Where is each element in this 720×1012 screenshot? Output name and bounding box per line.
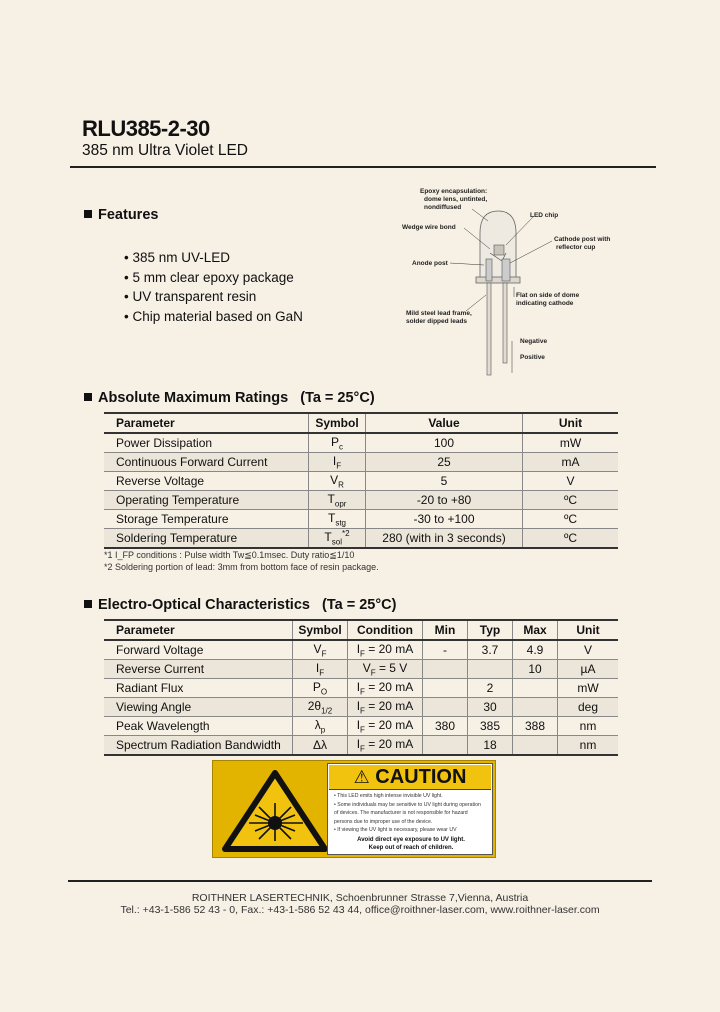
eoc-heading (84, 597, 396, 613)
feature-list (124, 248, 303, 326)
laser-hazard-icon (221, 769, 329, 853)
cell-condition (348, 640, 423, 660)
cell-typ (468, 640, 513, 660)
cell-symbol (293, 698, 348, 717)
cell-min (423, 640, 468, 660)
cell-symbol-text: 2θ (307, 698, 322, 713)
table-row (104, 510, 618, 529)
callout-wedge-bond: Wedge wire bond (402, 224, 456, 231)
callout-epoxy-2: dome lens, untinted, (424, 196, 488, 203)
cell-symbol-text: sol (331, 537, 342, 547)
amr-condition: (Ta = 25°C) (300, 390, 375, 406)
page-title: RLU385-2-30 (82, 116, 210, 141)
cell-value (366, 510, 523, 529)
cell-unit (523, 472, 619, 491)
page-subtitle: 385 nm Ultra Violet LED (82, 142, 248, 159)
cell-symbol (293, 660, 348, 679)
col-header: Symbol (309, 413, 366, 433)
cell-symbol (309, 510, 366, 529)
cell-condition-text: F (360, 649, 365, 659)
cell-parameter (104, 433, 309, 453)
amr-table (104, 412, 618, 549)
cell-condition-text: = 20 mA (364, 736, 414, 751)
cell-condition (348, 660, 423, 679)
bullet-square-icon (84, 393, 92, 401)
cell-condition (348, 717, 423, 736)
cell-typ-text: 30 (483, 700, 497, 714)
caution-label (212, 760, 496, 858)
warning-triangle-icon: ⚠ (353, 767, 370, 787)
cell-unit-text: nm (579, 738, 597, 752)
cell-parameter-text: Soldering Temperature (116, 531, 238, 545)
cell-parameter-text: Storage Temperature (116, 512, 229, 526)
cell-symbol-text: T (327, 510, 336, 525)
caution-title (329, 765, 491, 790)
caution-line: of devices. The manufacturer is not responsible for hazard (334, 810, 468, 817)
caution-text-panel (327, 763, 493, 855)
cell-unit (558, 660, 619, 679)
cell-symbol-text: I (315, 660, 320, 675)
feature-item: • UV transparent resin (124, 287, 303, 307)
col-header: Typ (468, 620, 513, 640)
cell-symbol (309, 491, 366, 510)
amr-table-body (104, 433, 618, 548)
feature-item: • 5 mm clear epoxy package (124, 268, 303, 288)
col-header: Condition (348, 620, 423, 640)
cell-symbol (293, 736, 348, 756)
cell-symbol (309, 529, 366, 549)
cell-unit-text: mW (577, 681, 599, 695)
cell-unit (523, 510, 619, 529)
cell-condition-text: I (356, 736, 361, 751)
cell-typ (468, 736, 513, 756)
cell-parameter (104, 736, 293, 756)
cell-symbol-text: p (320, 725, 326, 735)
cell-unit-text: µA (580, 662, 596, 676)
cell-min (423, 717, 468, 736)
table-row (104, 736, 618, 756)
cell-symbol (309, 453, 366, 472)
cell-typ (468, 717, 513, 736)
caution-line: • If viewing the UV light is necessary, please wear UV (334, 827, 457, 834)
cell-condition (348, 698, 423, 717)
cell-unit-text: nm (579, 719, 597, 733)
amr-heading-text: Absolute Maximum Ratings (98, 390, 289, 406)
cell-symbol-text: Δλ (312, 738, 327, 752)
callout-cathode-post-2: reflector cup (556, 244, 596, 251)
col-header: Parameter (104, 620, 293, 640)
table-header-row (104, 413, 618, 433)
col-header: Min (423, 620, 468, 640)
callout-epoxy: Epoxy encapsulation: (420, 188, 488, 195)
cell-max (513, 698, 558, 717)
col-header: Unit (523, 413, 619, 433)
cell-value (366, 491, 523, 510)
cell-unit-text: mW (559, 436, 582, 450)
cell-unit-text: ºC (563, 531, 578, 545)
cell-value (366, 529, 523, 549)
callout-anode-post: Anode post (412, 260, 448, 267)
cell-symbol-text: λ (314, 717, 321, 732)
eoc-heading-text: Electro-Optical Characteristics (98, 597, 310, 613)
cell-value-text: 25 (437, 455, 451, 469)
cell-typ (468, 660, 513, 679)
col-header: Max (513, 620, 558, 640)
cell-min-text: - (443, 643, 447, 657)
footer-divider (68, 880, 652, 882)
cell-condition (348, 736, 423, 756)
cell-symbol-text: V (313, 641, 322, 656)
cell-symbol (293, 679, 348, 698)
cell-symbol (309, 433, 366, 453)
callout-lead-frame-2: solder dipped leads (406, 318, 468, 325)
cell-parameter (104, 698, 293, 717)
cell-symbol-text: F (319, 668, 325, 678)
cell-condition-text: F (370, 668, 376, 678)
features-heading (84, 207, 158, 223)
cell-unit (558, 698, 619, 717)
cell-parameter (104, 660, 293, 679)
bullet-square-icon (84, 600, 92, 608)
cell-symbol-text: stg (335, 518, 346, 528)
caution-line: • This LED emits high intense invisible UV light. (334, 793, 443, 799)
cell-symbol-text: T (327, 491, 335, 506)
table-row (104, 640, 618, 660)
cell-unit (523, 433, 619, 453)
cell-max (513, 717, 558, 736)
features-heading-text: Features (98, 207, 159, 223)
cell-symbol-text: F (321, 649, 327, 659)
cell-symbol-text: F (336, 461, 342, 471)
table-row (104, 717, 618, 736)
cell-typ-text: 2 (486, 681, 494, 695)
table-row (104, 660, 618, 679)
feature-item: • Chip material based on GaN (124, 307, 303, 327)
cell-min (423, 679, 468, 698)
cell-condition-text: = 20 mA (364, 698, 414, 713)
callout-flat-2: indicating cathode (516, 300, 574, 307)
cell-unit (523, 491, 619, 510)
cell-symbol-text: O (320, 687, 328, 697)
cell-condition-text: F (360, 744, 365, 754)
cell-condition-text: F (360, 725, 365, 735)
caution-bold-line: Keep out of reach of children. (368, 845, 454, 851)
cell-condition-text: F (360, 706, 365, 716)
cell-parameter-text: Spectrum Radiation Bandwidth (116, 738, 281, 752)
cell-typ (468, 698, 513, 717)
cell-parameter (104, 679, 293, 698)
cell-unit (558, 736, 619, 756)
caution-body (334, 792, 488, 835)
cell-unit (558, 640, 619, 660)
bullet-square-icon (84, 210, 92, 218)
cell-parameter-text: Peak Wavelength (116, 719, 210, 733)
amr-heading (84, 390, 375, 406)
cell-parameter (104, 510, 309, 529)
cell-symbol-text: opr (334, 499, 347, 509)
callout-epoxy-3: nondiffused (424, 204, 462, 211)
cell-symbol-text: P (330, 434, 339, 449)
cell-unit (558, 717, 619, 736)
cell-typ (468, 679, 513, 698)
cell-max (513, 640, 558, 660)
cell-unit-text: V (566, 474, 575, 488)
cell-condition-text: I (356, 641, 361, 656)
cell-min (423, 698, 468, 717)
table-row (104, 529, 618, 549)
caution-line: • Some individuals may be sensitive to UV light during operation (334, 801, 481, 808)
cell-symbol-text: R (338, 480, 344, 490)
cell-symbol (293, 640, 348, 660)
callout-cathode-post: Cathode post with (554, 236, 611, 243)
cell-symbol (293, 717, 348, 736)
cell-parameter-text: Forward Voltage (116, 643, 204, 657)
cell-parameter (104, 640, 293, 660)
table-header-row (104, 620, 618, 640)
cell-symbol-text: P (312, 679, 321, 694)
cell-symbol (309, 472, 366, 491)
cell-parameter (104, 453, 309, 472)
led-body-drawing (476, 211, 520, 375)
cell-unit-text: mA (561, 455, 580, 469)
cell-value-text: 5 (440, 474, 448, 488)
cell-condition-text: I (356, 698, 361, 713)
cell-value-text: -20 to +80 (416, 493, 472, 507)
cell-typ-text: 18 (483, 738, 497, 752)
table-row (104, 472, 618, 491)
col-header: Parameter (104, 413, 309, 433)
cell-min-text: 380 (434, 719, 456, 733)
caution-line: persons due to improper use of the device. (334, 818, 433, 825)
cell-parameter-text: Continuous Forward Current (116, 455, 268, 469)
cell-unit-text: deg (577, 700, 599, 714)
cell-condition-text: = 5 V (375, 660, 408, 675)
cell-unit-text: V (583, 643, 592, 657)
cell-max-text: 4.9 (526, 643, 544, 657)
cell-parameter (104, 529, 309, 549)
cell-value (366, 433, 523, 453)
col-header: Symbol (293, 620, 348, 640)
footnote: *2 Soldering portion of lead: 3mm from bottom face of resin package. (104, 562, 379, 572)
cell-unit (523, 529, 619, 549)
cell-parameter (104, 717, 293, 736)
cell-max-text: 388 (524, 719, 546, 733)
col-header: Unit (558, 620, 619, 640)
callout-led-chip: LED chip (530, 212, 559, 219)
cell-unit-text: ºC (563, 493, 578, 507)
cell-value-text: 100 (433, 436, 455, 450)
cell-condition-text: = 20 mA (364, 679, 414, 694)
cell-parameter (104, 472, 309, 491)
cell-symbol-text: T (324, 530, 332, 545)
cell-max (513, 660, 558, 679)
callout-negative: Negative (520, 338, 548, 345)
cell-unit-text: ºC (563, 512, 578, 526)
table-row (104, 453, 618, 472)
cell-max-text: 10 (528, 662, 542, 676)
cell-max (513, 679, 558, 698)
cell-condition-text: V (362, 660, 371, 675)
table-row (104, 679, 618, 698)
feature-item: • 385 nm UV-LED (124, 248, 303, 268)
eoc-table-body (104, 640, 618, 755)
cell-parameter (104, 491, 309, 510)
callout-lead-frame: Mild steel lead frame, (406, 310, 472, 317)
title-divider (70, 166, 656, 168)
led-package-diagram (402, 183, 642, 378)
cell-condition-text: F (360, 687, 365, 697)
table-row (104, 433, 618, 453)
cell-symbol-text: c (339, 442, 343, 452)
cell-parameter-text: Operating Temperature (116, 493, 240, 507)
cell-min (423, 736, 468, 756)
cell-typ-text: 3.7 (481, 643, 499, 657)
table-row (104, 491, 618, 510)
cell-condition-text: I (356, 679, 361, 694)
cell-value-text: 280 (with in 3 seconds) (382, 531, 506, 545)
cell-value-text: -30 to +100 (413, 512, 475, 526)
cell-condition-text: = 20 mA (364, 641, 414, 656)
cell-parameter-text: Reverse Current (116, 662, 205, 676)
cell-symbol-text: *2 (342, 529, 350, 539)
cell-unit (523, 453, 619, 472)
cell-value (366, 472, 523, 491)
cell-parameter-text: Reverse Voltage (116, 474, 205, 488)
callout-positive: Positive (520, 354, 545, 361)
cell-symbol-text: I (332, 453, 337, 468)
eoc-table (104, 619, 618, 756)
cell-parameter-text: Radiant Flux (116, 681, 184, 695)
table-row (104, 698, 618, 717)
callout-flat: Flat on side of dome (516, 292, 580, 299)
footnote: *1 I_FP conditions : Pulse width Tw≦0.1msec. Duty ratio≦1/10 (104, 550, 355, 560)
cell-parameter-text: Viewing Angle (116, 700, 192, 714)
eoc-condition: (Ta = 25°C) (322, 597, 397, 613)
caution-title-text: CAUTION (375, 766, 467, 788)
cell-condition (348, 679, 423, 698)
cell-max (513, 736, 558, 756)
cell-symbol-text: 1/2 (321, 706, 333, 716)
cell-typ-text: 385 (479, 719, 501, 733)
cell-min (423, 660, 468, 679)
cell-condition-text: = 20 mA (364, 717, 414, 732)
footer-contact: Tel.: +43-1-586 52 43 - 0, Fax.: +43-1-586 52 43 44, office@roithner-laser.com, www.roithner-laser.com (120, 904, 600, 916)
col-header: Value (366, 413, 523, 433)
cell-symbol-text: V (330, 472, 339, 487)
cell-condition-text: I (356, 717, 361, 732)
amr-footnotes (104, 549, 379, 573)
cell-unit (558, 679, 619, 698)
cell-parameter-text: Power Dissipation (116, 436, 213, 450)
caution-warning (332, 836, 490, 852)
caution-bold-line: Avoid direct eye exposure to UV light. (357, 837, 465, 843)
cell-value (366, 453, 523, 472)
footer-address: ROITHNER LASERTECHNIK, Schoenbrunner Strasse 7,Vienna, Austria (191, 892, 529, 904)
